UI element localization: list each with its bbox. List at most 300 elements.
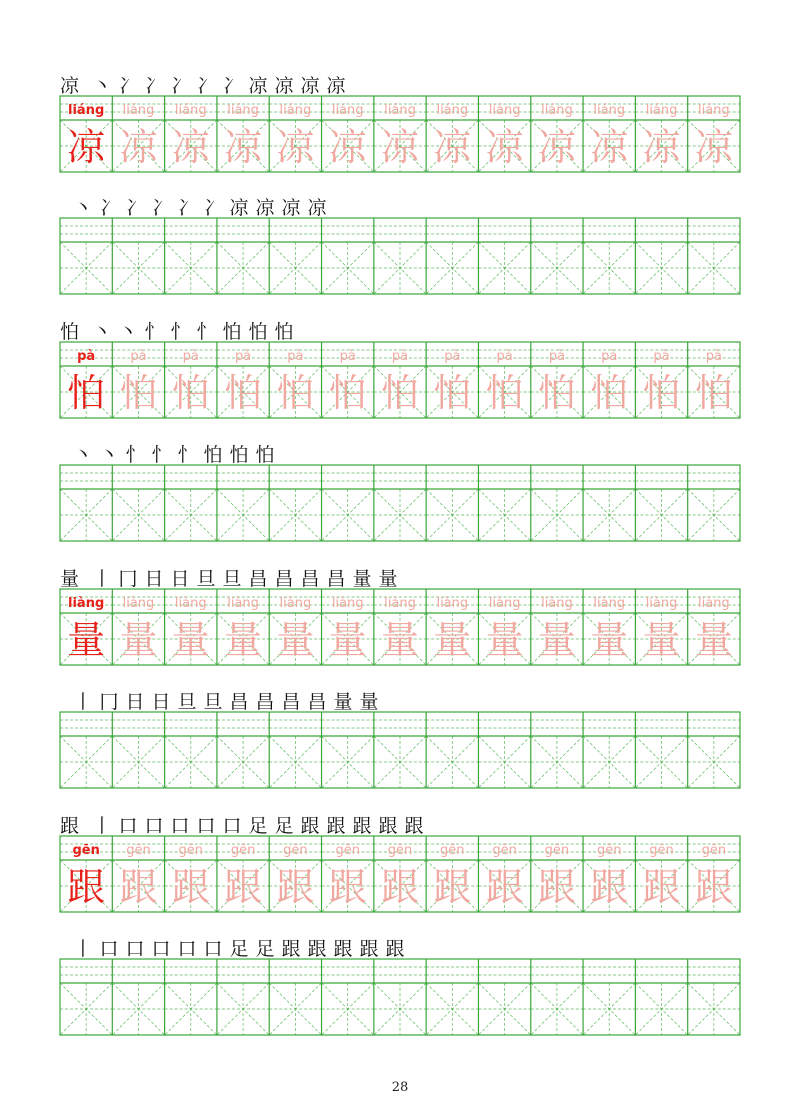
trace-character: 量	[224, 618, 263, 662]
practice-cell[interactable]	[531, 967, 583, 1035]
practice-cell[interactable]	[217, 226, 269, 294]
trace-character: 凉	[224, 125, 263, 169]
stroke-step: 凉	[326, 75, 346, 97]
practice-cell[interactable]	[217, 473, 269, 541]
trace-character: 跟	[485, 865, 524, 909]
trace-character: 凉	[485, 125, 524, 169]
grid-svg	[60, 836, 740, 912]
stroke-order-row	[60, 316, 740, 344]
model-grid	[60, 342, 740, 418]
model-cell	[60, 103, 112, 172]
stroke-order-practice-row	[60, 686, 740, 714]
trace-character: 跟	[328, 865, 367, 909]
trace-cell	[478, 843, 530, 912]
practice-cell[interactable]	[531, 720, 583, 788]
stroke-step: 昌	[255, 691, 275, 713]
stroke-step: 凉	[229, 197, 249, 219]
practice-cell[interactable]	[583, 473, 635, 541]
pinyin-trace: gēn	[596, 843, 622, 858]
pinyin-label: liàng	[68, 596, 105, 611]
pinyin-trace: liàng	[593, 596, 626, 611]
stroke-order-row	[60, 563, 740, 591]
stroke-step: 冫	[177, 197, 197, 219]
stroke-step: 昌	[248, 568, 268, 590]
stroke-step: 跟	[300, 815, 320, 837]
trace-cell	[165, 103, 217, 172]
stroke-step: 昌	[307, 691, 327, 713]
pinyin-trace: liáng	[384, 103, 416, 118]
character-label: 凉	[60, 75, 80, 97]
practice-cell[interactable]	[217, 720, 269, 788]
stroke-step: 忄	[125, 444, 145, 466]
stroke-step: 量	[359, 691, 379, 713]
stroke-step: 昌	[229, 691, 249, 713]
stroke-step: 口	[118, 815, 138, 837]
trace-character: 量	[485, 618, 524, 662]
pinyin-trace: liàng	[384, 596, 416, 611]
practice-cell[interactable]	[426, 226, 478, 294]
practice-grid[interactable]	[60, 465, 740, 541]
stroke-step: 冫	[196, 75, 216, 97]
trace-character: 怕	[642, 371, 681, 415]
practice-cell[interactable]	[688, 720, 740, 788]
trace-cell	[374, 596, 426, 665]
trace-character: 量	[433, 618, 472, 662]
stroke-step: 足	[255, 938, 275, 960]
stroke-step: 昌	[326, 568, 346, 590]
pinyin-trace: liàng	[279, 596, 312, 611]
practice-cell[interactable]	[531, 473, 583, 541]
trace-cell	[635, 843, 687, 912]
stroke-step: 怕	[229, 444, 249, 466]
stroke-step: 跟	[359, 938, 379, 960]
trace-cell	[112, 596, 164, 665]
stroke-step: 丶	[92, 75, 112, 97]
stroke-step: 口	[144, 815, 164, 837]
stroke-step: 跟	[326, 815, 346, 837]
practice-cell[interactable]	[583, 720, 635, 788]
stroke-step: 怕	[255, 444, 275, 466]
practice-cell[interactable]	[478, 473, 530, 541]
practice-cell[interactable]	[374, 226, 426, 294]
stroke-order-row	[60, 810, 740, 838]
trace-cell	[531, 103, 583, 172]
stroke-step: 日	[125, 691, 145, 713]
trace-cell	[583, 103, 635, 172]
stroke-step: 跟	[404, 815, 424, 837]
pinyin-trace: liàng	[436, 596, 469, 611]
stroke-step: 忄	[196, 321, 216, 343]
pinyin-trace: liáng	[488, 103, 521, 118]
trace-cell	[112, 103, 164, 172]
practice-cell[interactable]	[60, 720, 112, 788]
practice-cell[interactable]	[635, 967, 687, 1035]
trace-cell	[688, 596, 740, 665]
trace-character: 量	[276, 618, 315, 662]
stroke-step: 口	[151, 938, 171, 960]
practice-cell[interactable]	[635, 720, 687, 788]
trace-cell	[688, 103, 740, 172]
trace-character: 凉	[694, 125, 733, 169]
stroke-step: 丨	[73, 691, 93, 713]
pinyin-trace: liáng	[436, 103, 469, 118]
stroke-order-practice-row	[60, 439, 740, 467]
practice-cell[interactable]	[531, 226, 583, 294]
stroke-step: 怕	[203, 444, 223, 466]
pinyin-trace: liáng	[279, 103, 312, 118]
practice-cell[interactable]	[269, 720, 321, 788]
stroke-step: 冫	[151, 197, 171, 219]
grid-svg	[60, 712, 740, 788]
pinyin-trace: liáng	[541, 103, 573, 118]
practice-grid[interactable]	[60, 218, 740, 294]
trace-cell	[478, 103, 530, 172]
trace-character: 怕	[224, 371, 263, 415]
trace-character: 凉	[537, 125, 576, 169]
trace-character: 跟	[433, 865, 472, 909]
practice-cell[interactable]	[269, 226, 321, 294]
practice-cell[interactable]	[112, 967, 164, 1035]
trace-cell	[322, 596, 374, 665]
trace-character: 跟	[171, 865, 210, 909]
pinyin-trace: pà	[705, 349, 722, 364]
stroke-step: 跟	[378, 815, 398, 837]
trace-cell	[426, 843, 478, 912]
stroke-step: 足	[274, 815, 294, 837]
stroke-step: 忄	[151, 444, 171, 466]
trace-cell	[217, 843, 269, 912]
practice-cell[interactable]	[583, 967, 635, 1035]
trace-character: 量	[590, 618, 629, 662]
stroke-step: 忄	[144, 321, 164, 343]
trace-cell	[269, 103, 321, 172]
pinyin-trace: gēn	[492, 843, 517, 858]
practice-cell[interactable]	[635, 226, 687, 294]
trace-cell	[322, 349, 374, 418]
trace-cell	[112, 349, 164, 418]
pinyin-trace: pà	[601, 349, 618, 364]
stroke-step: 丨	[92, 568, 112, 590]
model-grid	[60, 96, 740, 172]
stroke-step: 凉	[281, 197, 301, 219]
pinyin-trace: gēn	[544, 843, 570, 858]
trace-character: 怕	[171, 371, 210, 415]
stroke-step: 冫	[170, 75, 190, 97]
trace-character: 怕	[485, 371, 524, 415]
trace-character: 跟	[276, 865, 315, 909]
trace-character: 跟	[380, 865, 420, 909]
stroke-step: 旦	[177, 691, 197, 713]
grid-svg	[60, 959, 740, 1035]
stroke-step: 足	[248, 815, 268, 837]
stroke-step: 日	[144, 568, 164, 590]
trace-cell	[635, 349, 687, 418]
trace-cell	[426, 349, 478, 418]
trace-cell	[165, 596, 217, 665]
trace-cell	[531, 349, 583, 418]
stroke-step: 跟	[307, 938, 327, 960]
pinyin-trace: pà	[548, 349, 566, 364]
model-character: 怕	[67, 371, 106, 415]
trace-character: 跟	[119, 865, 158, 909]
practice-cell[interactable]	[60, 473, 112, 541]
stroke-step: 丶	[92, 321, 112, 343]
practice-cell[interactable]	[217, 967, 269, 1035]
trace-character: 量	[171, 618, 210, 662]
practice-cell[interactable]	[165, 226, 217, 294]
practice-cell[interactable]	[322, 967, 374, 1035]
trace-character: 凉	[433, 125, 472, 169]
trace-cell	[374, 843, 426, 912]
stroke-step: 口	[203, 938, 223, 960]
stroke-step: 量	[333, 691, 353, 713]
stroke-step: 跟	[385, 938, 405, 960]
stroke-step: 丶	[118, 321, 138, 343]
stroke-order-row	[60, 70, 740, 98]
trace-character: 量	[380, 618, 420, 662]
grid-svg	[60, 589, 740, 665]
pinyin-trace: gēn	[283, 843, 308, 858]
trace-character: 凉	[380, 125, 420, 169]
practice-cell[interactable]	[165, 967, 217, 1035]
pinyin-trace: gēn	[701, 843, 727, 858]
trace-cell	[165, 349, 217, 418]
trace-cell	[426, 103, 478, 172]
trace-character: 跟	[642, 865, 681, 909]
stroke-step: 怕	[274, 321, 294, 343]
stroke-order-practice-row	[60, 933, 740, 961]
trace-cell	[322, 843, 374, 912]
trace-cell	[635, 596, 687, 665]
trace-cell	[478, 349, 530, 418]
trace-cell	[635, 103, 687, 172]
practice-cell[interactable]	[478, 967, 530, 1035]
character-label: 怕	[60, 321, 80, 343]
trace-character: 怕	[328, 371, 367, 415]
model-grid	[60, 836, 740, 912]
trace-character: 凉	[171, 125, 210, 169]
practice-cell[interactable]	[688, 967, 740, 1035]
stroke-step: 日	[151, 691, 171, 713]
stroke-step: 昌	[274, 568, 294, 590]
trace-cell	[165, 843, 217, 912]
character-label: 跟	[60, 815, 80, 837]
stroke-order-practice-row	[60, 192, 740, 220]
practice-cell[interactable]	[269, 967, 321, 1035]
stroke-step: 凉	[248, 75, 268, 97]
trace-character: 凉	[328, 125, 367, 169]
practice-cell[interactable]	[426, 967, 478, 1035]
pinyin-trace: pà	[339, 349, 356, 364]
trace-cell	[426, 596, 478, 665]
stroke-step: 旦	[203, 691, 223, 713]
character-label: 量	[60, 568, 80, 590]
pinyin-trace: liáng	[331, 103, 364, 118]
pinyin-trace: gēn	[335, 843, 360, 858]
stroke-step: 量	[378, 568, 398, 590]
stroke-step: 口	[222, 815, 242, 837]
trace-character: 怕	[276, 371, 315, 415]
practice-grid[interactable]	[60, 959, 740, 1035]
stroke-step: 口	[125, 938, 145, 960]
trace-character: 跟	[224, 865, 263, 909]
practice-cell[interactable]	[478, 226, 530, 294]
trace-character: 怕	[694, 371, 733, 415]
pinyin-trace: pà	[182, 349, 199, 364]
stroke-step: 凉	[300, 75, 320, 97]
practice-cell[interactable]	[426, 720, 478, 788]
stroke-step: 丨	[92, 815, 112, 837]
pinyin-trace: pà	[130, 349, 147, 364]
stroke-step: 忄	[170, 321, 190, 343]
practice-cell[interactable]	[112, 226, 164, 294]
pinyin-label: liáng	[68, 103, 105, 118]
practice-cell[interactable]	[322, 473, 374, 541]
trace-character: 怕	[537, 371, 576, 415]
stroke-step: 怕	[222, 321, 242, 343]
trace-cell	[217, 596, 269, 665]
trace-cell	[217, 103, 269, 172]
stroke-step: 口	[170, 815, 190, 837]
pinyin-trace: pà	[496, 349, 513, 364]
pinyin-trace: liàng	[122, 596, 155, 611]
trace-character: 凉	[276, 125, 315, 169]
model-cell	[60, 349, 112, 418]
practice-cell[interactable]	[60, 226, 112, 294]
trace-cell	[112, 843, 164, 912]
stroke-step: 冫	[99, 197, 119, 219]
pinyin-trace: liáng	[122, 103, 155, 118]
practice-cell[interactable]	[269, 473, 321, 541]
stroke-step: 凉	[307, 197, 327, 219]
stroke-step: 昌	[281, 691, 301, 713]
practice-cell[interactable]	[322, 226, 374, 294]
stroke-step: 怕	[248, 321, 268, 343]
trace-character: 凉	[119, 125, 158, 169]
stroke-step: 日	[170, 568, 190, 590]
stroke-step: 丶	[73, 444, 93, 466]
trace-character: 凉	[642, 125, 681, 169]
trace-character: 怕	[590, 371, 629, 415]
trace-cell	[269, 596, 321, 665]
practice-cell[interactable]	[322, 720, 374, 788]
trace-character: 怕	[119, 371, 158, 415]
stroke-step: 冫	[222, 75, 242, 97]
pinyin-label: pà	[77, 349, 96, 364]
practice-cell[interactable]	[688, 473, 740, 541]
stroke-step: 旦	[222, 568, 242, 590]
stroke-step: 冫	[203, 197, 223, 219]
pinyin-trace: liáng	[698, 103, 730, 118]
practice-cell[interactable]	[60, 967, 112, 1035]
pinyin-label: gēn	[72, 843, 100, 858]
stroke-step: 冫	[144, 75, 164, 97]
trace-character: 跟	[537, 865, 576, 909]
stroke-step: 冂	[99, 691, 119, 713]
practice-cell[interactable]	[374, 967, 426, 1035]
pinyin-trace: pà	[444, 349, 461, 364]
pinyin-trace: liáng	[645, 103, 678, 118]
pinyin-trace: liàng	[488, 596, 521, 611]
practice-cell[interactable]	[374, 720, 426, 788]
trace-character: 凉	[590, 125, 629, 169]
stroke-step: 跟	[281, 938, 301, 960]
model-character: 跟	[67, 865, 106, 909]
stroke-step: 凉	[255, 197, 275, 219]
practice-cell[interactable]	[583, 226, 635, 294]
practice-cell[interactable]	[374, 473, 426, 541]
trace-cell	[322, 103, 374, 172]
practice-grid[interactable]	[60, 712, 740, 788]
pinyin-trace: gēn	[387, 843, 413, 858]
stroke-step: 凉	[274, 75, 294, 97]
pinyin-trace: liàng	[698, 596, 730, 611]
practice-cell[interactable]	[165, 720, 217, 788]
model-grid	[60, 589, 740, 665]
stroke-step: 昌	[300, 568, 320, 590]
trace-cell	[269, 843, 321, 912]
trace-cell	[531, 596, 583, 665]
stroke-step: 跟	[352, 815, 372, 837]
practice-cell[interactable]	[478, 720, 530, 788]
page-number: 28	[391, 1080, 409, 1095]
trace-cell	[688, 349, 740, 418]
practice-cell[interactable]	[112, 473, 164, 541]
pinyin-trace: pà	[287, 349, 304, 364]
pinyin-trace: gēn	[440, 843, 465, 858]
pinyin-trace: pà	[391, 349, 409, 364]
stroke-step: 口	[196, 815, 216, 837]
stroke-step: 跟	[333, 938, 353, 960]
stroke-step: 丶	[99, 444, 119, 466]
pinyin-trace: pà	[653, 349, 670, 364]
practice-cell[interactable]	[688, 226, 740, 294]
pinyin-trace: liáng	[174, 103, 207, 118]
stroke-step: 旦	[196, 568, 216, 590]
pinyin-trace: liáng	[227, 103, 259, 118]
model-cell	[60, 596, 112, 665]
pinyin-trace: gēn	[178, 843, 204, 858]
pinyin-trace: liàng	[227, 596, 259, 611]
trace-cell	[374, 103, 426, 172]
stroke-step: 足	[229, 938, 249, 960]
model-cell	[60, 843, 112, 912]
pinyin-trace: gēn	[126, 843, 151, 858]
grid-svg	[60, 218, 740, 294]
trace-character: 跟	[694, 865, 733, 909]
stroke-step: 口	[177, 938, 197, 960]
practice-cell[interactable]	[426, 473, 478, 541]
practice-cell[interactable]	[112, 720, 164, 788]
pinyin-trace: pà	[234, 349, 252, 364]
trace-character: 量	[537, 618, 576, 662]
trace-character: 量	[328, 618, 367, 662]
pinyin-trace: liàng	[645, 596, 678, 611]
grid-svg	[60, 465, 740, 541]
pinyin-trace: gēn	[649, 843, 674, 858]
stroke-step: 冫	[125, 197, 145, 219]
grid-svg	[60, 342, 740, 418]
trace-cell	[531, 843, 583, 912]
practice-cell[interactable]	[165, 473, 217, 541]
trace-cell	[688, 843, 740, 912]
trace-cell	[217, 349, 269, 418]
trace-cell	[478, 596, 530, 665]
practice-cell[interactable]	[635, 473, 687, 541]
trace-character: 量	[119, 618, 158, 662]
trace-cell	[269, 349, 321, 418]
stroke-step: 丨	[73, 938, 93, 960]
